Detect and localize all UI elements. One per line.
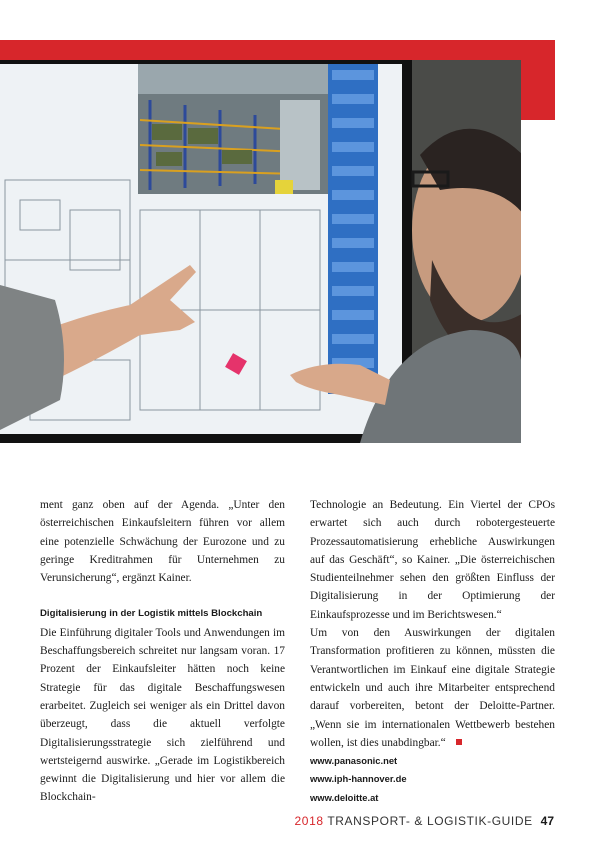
- article-photo: [0, 60, 521, 443]
- link-deloitte[interactable]: www.deloitte.at: [310, 791, 379, 803]
- end-of-article-mark: [456, 739, 462, 745]
- paragraph: ment ganz oben auf der Agenda. „Unter den österreichischen Einkaufsleitern führen vor allem eine potenzielle Schwächung der Eurozone und zu geringe Kreditrahmen für Unternehmen zu Verunsicherung“, ergänzt Kainer.: [40, 499, 285, 585]
- paragraph-final: [310, 624, 555, 752]
- paragraph: Die Einführung digitaler Tools und Anwendungen im Beschaffungsbereich schreitet nur langsam voran. 17 Prozent der Einkaufsleiter hätten noch keine Strategie für das digitale Beschaffungswesen erarbeitet. Zugleich sei weniger als ein Drittel davon überzeugt, dass die aktuell verfolgte Digitalisierungsstrategie sich zielführend und wertsteigernd auswirke. „Gerade im Logistikbereich gewinnt die Digitalisierung und hier vor allem die Blockchain-: [40, 626, 285, 804]
- paragraph: Technologie an Bedeutung. Ein Viertel der CPOs erwartet sich auch durch robotergesteuerte Prozessautomatisierung erhebliche Auswirkungen auf das Geschäft“, so Kainer. „Die österreichischen Studienteilnehmer sehen den größten Einfluss der Digitalisierung in der Optimierung der Einkaufsprozesse und im Berichtswesen.“: [310, 499, 555, 621]
- source-links: [310, 752, 555, 807]
- photo-illustration: [0, 60, 521, 443]
- paragraph-text: Um von den Auswirkungen der digitalen Transformation profitieren zu können, müssten die Verantwortlichen im Einkauf eine digitale Strategie entwickeln und auch ihre Mitarbeiter entsprechend darauf vorbereiten, betont der Deloitte-Partner. „Wenn sie im internationalen Wettbewerb bestehen wollen, ist dies unabdingbar.“: [310, 627, 555, 749]
- header-red-tab: [521, 40, 555, 120]
- footer-publication-title: TRANSPORT- & LOGISTIK-GUIDE: [327, 814, 533, 828]
- header-red-band: [0, 40, 555, 60]
- page-number: 47: [540, 814, 554, 828]
- footer-year: 2018: [294, 814, 324, 828]
- section-subheading: Digitalisierung in der Logistik mittels Blockchain: [40, 608, 263, 620]
- page-footer: [295, 814, 554, 828]
- article-column-right: [310, 496, 555, 807]
- link-panasonic[interactable]: www.panasonic.net: [310, 755, 398, 767]
- article-column-left: [40, 496, 285, 807]
- link-iph-hannover[interactable]: www.iph-hannover.de: [310, 773, 407, 785]
